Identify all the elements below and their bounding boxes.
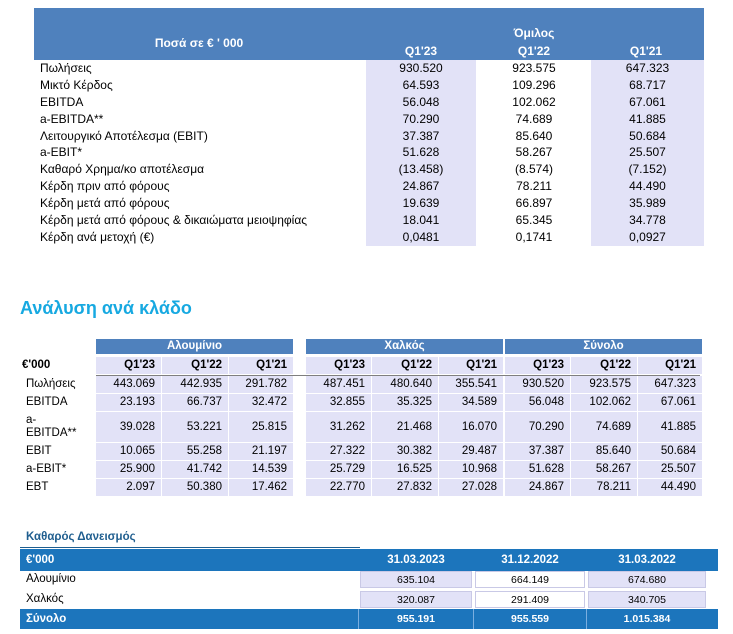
- net-debt-unit-label: €'000: [26, 554, 55, 566]
- year-header: Q1'22: [571, 357, 637, 374]
- date-header: 31.03.2022: [618, 554, 676, 566]
- row-label: Λειτουργικό Αποτέλεσμα (EBIT): [40, 128, 208, 143]
- group-table-row: [34, 144, 704, 161]
- cell-value: 19.639: [366, 195, 476, 212]
- cell-value: 25.507: [591, 144, 704, 161]
- cell-value: 25.900: [96, 461, 161, 478]
- cell-value: (13.458): [366, 161, 476, 178]
- cell-value: 355.541: [439, 376, 503, 393]
- cell-value: 443.069: [96, 376, 161, 393]
- cell-value: 50.684: [638, 443, 702, 460]
- cell-value: 32.472: [229, 394, 293, 411]
- row-label: EBT: [26, 481, 49, 493]
- year-header: Q1'22: [372, 357, 438, 374]
- cell-value: 51.628: [505, 461, 570, 478]
- cell-value: 102.062: [571, 394, 637, 411]
- row-label: Κέρδη μετά από φόρους & δικαιώματα μειοψηφίας: [40, 213, 308, 228]
- cell-value: 291.782: [229, 376, 293, 393]
- segment-analysis-heading: Ανάλυση ανά κλάδο: [20, 298, 192, 318]
- cell-value: 32.855: [306, 394, 371, 411]
- cell-value: 50.684: [591, 128, 704, 145]
- row-label: Χαλκός: [26, 593, 64, 605]
- total-value: 1.015.384: [623, 613, 671, 625]
- cell-value: 74.689: [479, 111, 589, 128]
- cell-value: 35.989: [591, 195, 704, 212]
- cell-value: 67.061: [591, 94, 704, 111]
- cell-value: 30.382: [372, 443, 438, 460]
- cell-value: 664.149: [475, 571, 585, 588]
- cell-value: 923.575: [479, 60, 589, 77]
- row-label: EBITDA: [26, 396, 68, 408]
- cell-value: 85.640: [571, 443, 637, 460]
- cell-value: 78.211: [571, 479, 637, 496]
- year-header: Q1'21: [629, 44, 663, 58]
- cell-value: 291.409: [475, 591, 585, 608]
- cell-value: 102.062: [479, 94, 589, 111]
- row-label: EBIT: [26, 445, 52, 457]
- cell-value: 85.640: [479, 128, 589, 145]
- cell-value: 35.325: [372, 394, 438, 411]
- cell-value: 10.065: [96, 443, 161, 460]
- year-header: Q1'22: [517, 44, 551, 58]
- cell-value: 480.640: [372, 376, 438, 393]
- group-table-row: [34, 229, 704, 246]
- cell-value: 14.539: [229, 461, 293, 478]
- year-header: Q1'23: [404, 44, 438, 58]
- group-table-row: [34, 128, 704, 145]
- cell-value: 109.296: [479, 77, 589, 94]
- cell-value: 0,0481: [366, 229, 476, 246]
- cell-value: (8.574): [479, 161, 589, 178]
- cell-value: 50.380: [162, 479, 228, 496]
- date-header: 31.03.2023: [387, 554, 445, 566]
- group-table-header: [34, 8, 704, 60]
- row-label: EBITDA: [40, 94, 84, 109]
- cell-value: 21.468: [372, 412, 438, 442]
- cell-value: 22.770: [306, 479, 371, 496]
- cell-value: 27.322: [306, 443, 371, 460]
- cell-value: 0,0927: [591, 229, 704, 246]
- year-header: Q1'22: [162, 357, 228, 374]
- cell-value: 24.867: [366, 178, 476, 195]
- group-table-row: [34, 77, 704, 94]
- cell-value: 923.575: [571, 376, 637, 393]
- cell-value: 930.520: [505, 376, 570, 393]
- cell-value: 27.832: [372, 479, 438, 496]
- cell-value: 41.742: [162, 461, 228, 478]
- cell-value: 44.490: [638, 479, 702, 496]
- cell-value: 25.507: [638, 461, 702, 478]
- cell-value: 56.048: [366, 94, 476, 111]
- cell-value: 70.290: [505, 412, 570, 442]
- cell-value: 16.070: [439, 412, 503, 442]
- cell-value: (7.152): [591, 161, 704, 178]
- row-label: Πωλήσεις: [40, 61, 92, 75]
- row-label: Κέρδη ανά μετοχή (€): [40, 229, 155, 244]
- group-table-row: [34, 161, 704, 178]
- cell-value: 58.267: [571, 461, 637, 478]
- year-header: Q1'21: [439, 357, 503, 374]
- cell-value: 51.628: [366, 144, 476, 161]
- cell-value: 68.717: [591, 77, 704, 94]
- segment-table-row: [20, 412, 710, 442]
- cell-value: 674.680: [588, 571, 706, 588]
- cell-value: 74.689: [571, 412, 637, 442]
- group-label: Όμιλος: [513, 26, 555, 40]
- cell-value: 18.041: [366, 212, 476, 229]
- cell-value: 647.323: [638, 376, 702, 393]
- cell-value: 41.885: [638, 412, 702, 442]
- group-table-row: [34, 111, 704, 128]
- cell-value: 66.897: [479, 195, 589, 212]
- cell-value: 25.815: [229, 412, 293, 442]
- segment-table-row: [20, 461, 710, 478]
- cell-value: 340.705: [588, 591, 706, 608]
- segment-unit-label: €'000: [22, 359, 51, 371]
- cell-value: 53.221: [162, 412, 228, 442]
- cell-value: 320.087: [360, 591, 472, 608]
- cell-value: 34.589: [439, 394, 503, 411]
- segment-group-header: Χαλκός: [306, 339, 503, 354]
- row-label: Πωλήσεις: [26, 378, 76, 390]
- cell-value: 17.462: [229, 479, 293, 496]
- cell-value: 56.048: [505, 394, 570, 411]
- row-label: a-EBITDA**: [40, 111, 104, 126]
- row-label: a-: [26, 414, 37, 426]
- cell-value: 647.323: [591, 60, 704, 77]
- segment-group-header: Αλουμίνιο: [96, 339, 293, 354]
- cell-value: 31.262: [306, 412, 371, 442]
- segment-table-row: [20, 443, 710, 460]
- year-header: Q1'23: [306, 357, 371, 374]
- cell-value: 65.345: [479, 212, 589, 229]
- amounts-label: Ποσά σε € ' 000: [154, 36, 244, 50]
- group-table-row: [34, 94, 704, 111]
- net-debt-title: Καθαρός Δανεισμός: [26, 531, 136, 543]
- cell-value: 16.525: [372, 461, 438, 478]
- year-header: Q1'21: [229, 357, 293, 374]
- group-results-table: [34, 8, 704, 246]
- cell-value: 67.061: [638, 394, 702, 411]
- cell-value: 635.104: [360, 571, 472, 588]
- row-label: Μικτό Κέρδος: [40, 77, 113, 92]
- cell-value: 29.487: [439, 443, 503, 460]
- cell-value: 55.258: [162, 443, 228, 460]
- row-label: a-EBIT*: [26, 463, 67, 475]
- segment-table-row: [20, 376, 710, 393]
- cell-value: 930.520: [366, 60, 476, 77]
- row-label: Αλουμίνιο: [26, 573, 76, 585]
- net-debt-header: [20, 549, 718, 571]
- column-divider: [586, 609, 587, 629]
- cell-value: 24.867: [505, 479, 570, 496]
- group-table-row: [34, 178, 704, 195]
- cell-value: 41.885: [591, 111, 704, 128]
- column-divider: [358, 609, 359, 629]
- cell-value: 2.097: [96, 479, 161, 496]
- group-table-body: [34, 60, 704, 246]
- group-table-row: [34, 212, 704, 229]
- segment-group-header: Σύνολο: [505, 339, 702, 354]
- group-table-row: [34, 195, 704, 212]
- cell-value: 37.387: [505, 443, 570, 460]
- group-table-row: [34, 60, 704, 77]
- cell-value: 34.778: [591, 212, 704, 229]
- segment-table-row: [20, 479, 710, 496]
- cell-value: 37.387: [366, 128, 476, 145]
- year-header: Q1'23: [96, 357, 161, 374]
- net-debt-row: [20, 589, 718, 609]
- cell-value: 58.267: [479, 144, 589, 161]
- net-debt-row: [20, 569, 718, 589]
- cell-value: 78.211: [479, 178, 589, 195]
- row-label: a-EBIT*: [40, 145, 83, 160]
- cell-value: 66.737: [162, 394, 228, 411]
- year-header: Q1'23: [505, 357, 570, 374]
- row-label: Καθαρό Χρημα/κο αποτέλεσμα: [40, 162, 205, 177]
- total-label: Σύνολο: [26, 613, 67, 625]
- cell-value: 442.935: [162, 376, 228, 393]
- cell-value: 23.193: [96, 394, 161, 411]
- row-label: Κέρδη πριν από φόρους: [40, 179, 170, 194]
- date-header: 31.12.2022: [501, 554, 559, 566]
- total-value: 955.559: [511, 613, 549, 625]
- net-debt-total-row: [20, 609, 718, 629]
- cell-value: 21.197: [229, 443, 293, 460]
- cell-value: 25.729: [306, 461, 371, 478]
- title-underline: [20, 547, 360, 548]
- row-label: Κέρδη μετά από φόρους: [40, 196, 170, 211]
- row-label: EBITDA**: [26, 427, 77, 439]
- cell-value: 39.028: [96, 412, 161, 442]
- total-value: 955.191: [397, 613, 435, 625]
- cell-value: 10.968: [439, 461, 503, 478]
- cell-value: 64.593: [366, 77, 476, 94]
- cell-value: 487.451: [306, 376, 371, 393]
- column-divider: [473, 609, 474, 629]
- cell-value: 0,1741: [479, 229, 589, 246]
- cell-value: 44.490: [591, 178, 704, 195]
- cell-value: 70.290: [366, 111, 476, 128]
- year-header: Q1'21: [638, 357, 702, 374]
- segment-table-row: [20, 394, 710, 411]
- cell-value: 27.028: [439, 479, 503, 496]
